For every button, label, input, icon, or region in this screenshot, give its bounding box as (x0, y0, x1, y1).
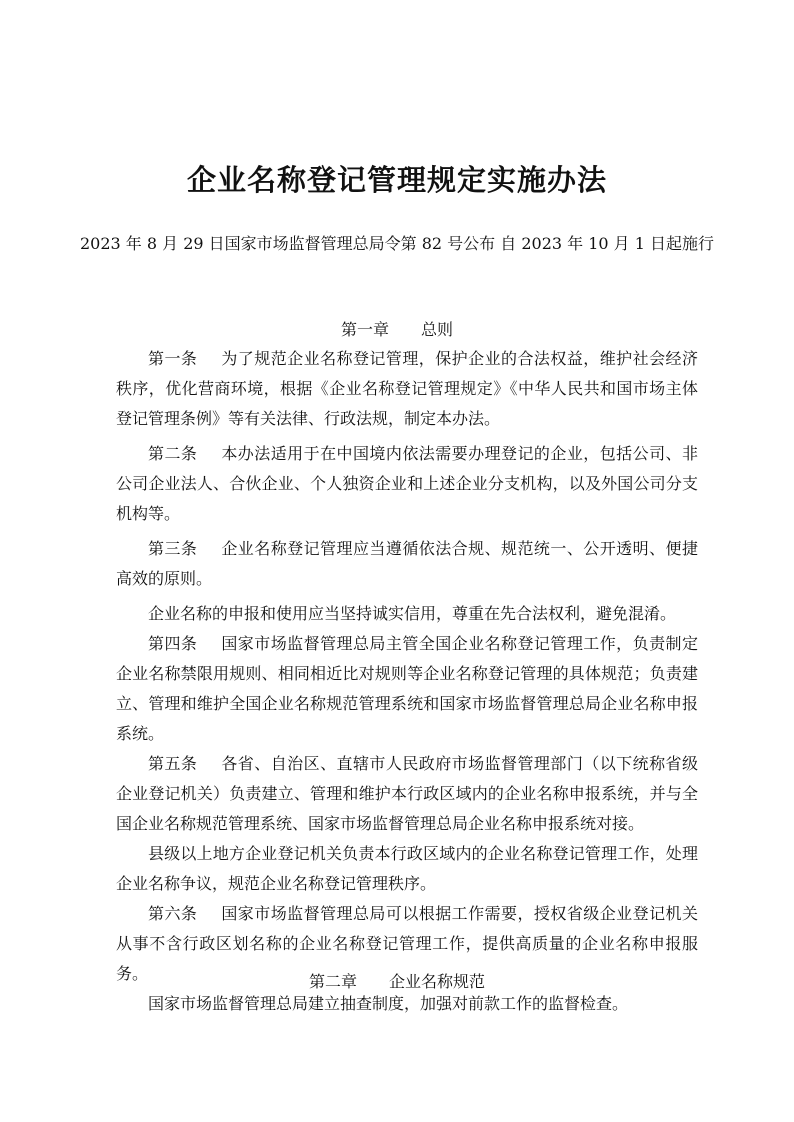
paragraph-text: 国家市场监督管理总局建立抽查制度，加强对前款工作的监督检查。 (148, 994, 629, 1013)
document-subtitle: 2023 年 8 月 29 日国家市场监督管理总局令第 82 号公布 自 2023 年 10 月 1 日起施行 (79, 234, 715, 253)
article-5-paragraph-2 (116, 839, 698, 899)
paragraph-text: 县级以上地方企业登记机关负责本行政区域内的企业名称登记管理工作，处理企业名称争议，规范企业名称登记管理秩序。 (116, 844, 698, 893)
article-3 (116, 534, 698, 594)
article-2 (116, 439, 698, 529)
article-label: 第六条 (148, 904, 198, 923)
article-label: 第四条 (148, 634, 198, 653)
article-text: 本办法适用于在中国境内依法需要办理登记的企业，包括公司、非公司企业法人、合伙企业、个人独资企业和上述企业分支机构，以及外国公司分支机构等。 (116, 444, 698, 523)
article-1 (116, 344, 698, 434)
article-label: 第五条 (148, 754, 198, 773)
article-5 (116, 749, 698, 839)
article-text: 国家市场监督管理总局主管全国企业名称登记管理工作，负责制定企业名称禁限用规则、相同相近比对规则等企业名称登记管理的具体规范；负责建立、管理和维护全国企业名称规范管理系统和国家市场监督管理总局企业名称申报系统。 (116, 634, 698, 743)
paragraph-text: 企业名称的申报和使用应当坚持诚实信用，尊重在先合法权利，避免混淆。 (148, 604, 677, 623)
article-label: 第三条 (148, 539, 198, 558)
article-text: 企业名称登记管理应当遵循依法合规、规范统一、公开透明、便捷高效的原则。 (116, 539, 698, 588)
article-label: 第一条 (148, 349, 198, 368)
article-text: 为了规范企业名称登记管理，保护企业的合法权益，维护社会经济秩序，优化营商环境，根据《企业名称登记管理规定》《中华人民共和国市场主体登记管理条例》等有关法律、行政法规，制定本办法。 (116, 349, 698, 428)
chapter-body-general (116, 344, 698, 1019)
document-title: 企业名称登记管理规定实施办法 (186, 163, 607, 197)
chapter-heading-general: 第一章 总则 (340, 320, 453, 339)
article-4 (116, 629, 698, 749)
chapter-heading-name-standards: 第二章 企业名称规范 (308, 972, 485, 991)
article-3-paragraph-2 (116, 599, 698, 629)
article-text: 各省、自治区、直辖市人民政府市场监督管理部门（以下统称省级企业登记机关）负责建立、管理和维护本行政区域内的企业名称申报系统，并与全国企业名称规范管理系统、国家市场监督管理总局企业名称申报系统对接。 (116, 754, 698, 833)
article-text: 国家市场监督管理总局可以根据工作需要，授权省级企业登记机关从事不含行政区划名称的企业名称登记管理工作，提供高质量的企业名称申报服务。 (116, 904, 698, 983)
article-label: 第二条 (148, 444, 198, 463)
